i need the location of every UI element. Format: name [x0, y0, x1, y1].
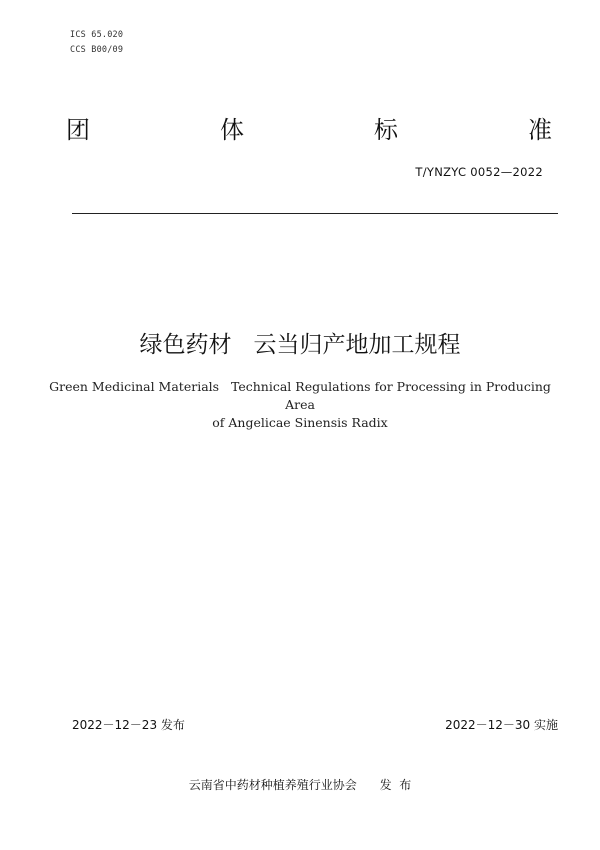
standard-type-char: 体 [220, 116, 244, 144]
standard-type-heading [66, 114, 552, 146]
standard-type-char: 标 [374, 116, 398, 144]
implementation-date: 2022－12－30 实施 [445, 718, 558, 732]
standard-type-char: 准 [528, 116, 552, 144]
standard-type-char: 团 [66, 116, 90, 144]
title-english: Green Medicinal Materials Technical Regulations for Processing in Producing Area of Angelicae Sinensis Radix [49, 379, 551, 430]
ccs-code: CCS B00/09 [70, 45, 124, 55]
issuing-organization: 云南省中药材种植养殖行业协会 发 布 [188, 778, 412, 792]
header-divider [72, 213, 558, 214]
ics-code: ICS 65.020 [70, 30, 124, 40]
title-chinese: 绿色药材 云当归产地加工规程 [139, 332, 461, 358]
release-date: 2022－12－23 发布 [72, 718, 185, 732]
standard-code: T/YNZYC 0052—2022 [415, 165, 543, 179]
